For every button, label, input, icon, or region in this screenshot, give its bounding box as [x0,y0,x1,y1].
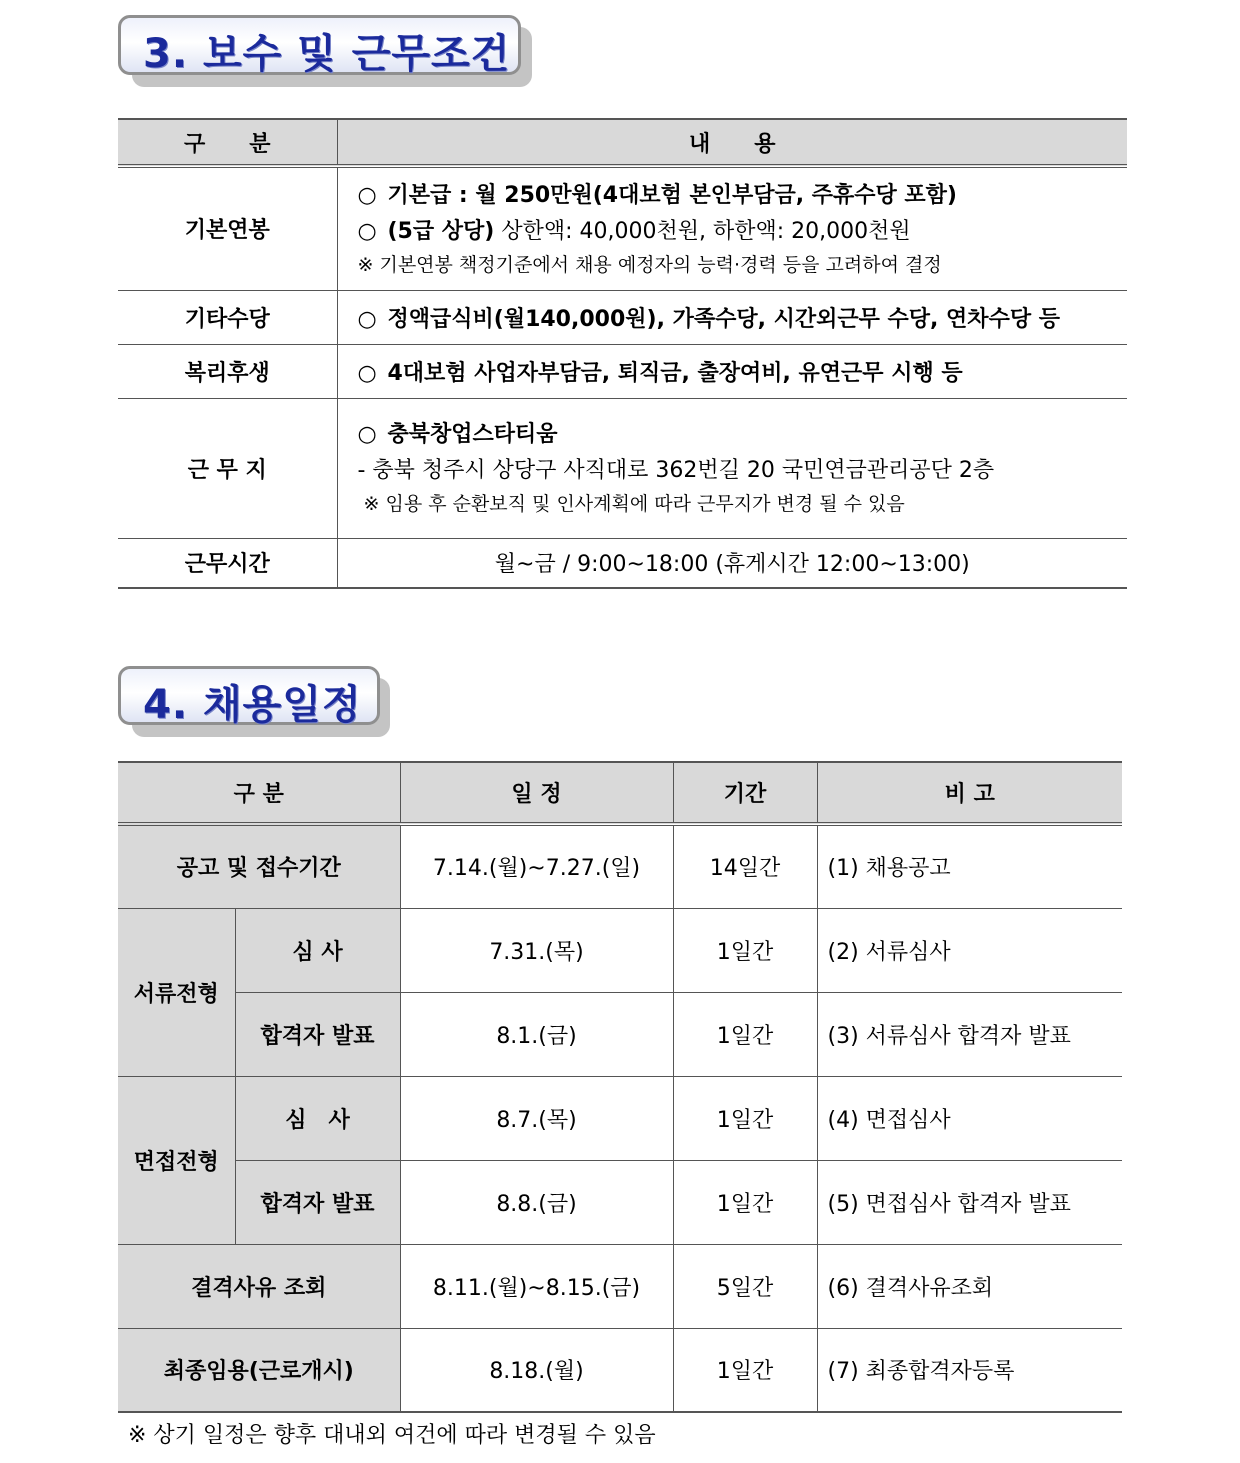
stage-cell: 최종임용(근로개시) [118,1328,400,1412]
salary-label: 기본연봉 [118,166,337,290]
note-cell: (3) 서류심사 합격자 발표 [817,992,1122,1076]
schedule-table [118,761,1122,1413]
stage-cell: 합격자 발표 [235,1160,400,1244]
period-cell: 5일간 [673,1244,817,1328]
table-row [118,1160,1122,1244]
salary-row [118,166,1127,290]
group-cell: 면접전형 [118,1076,235,1244]
conditions-table [118,118,1127,589]
date-cell: 8.11.(월)~8.15.(금) [400,1244,673,1328]
welfare-row: 복리후생 ○ 4대보험 사업자부담금, 퇴직금, 출장여비, 유연근무 시행 등 [118,344,1127,398]
col-header-category: 구 분 [118,119,337,166]
note-cell: (7) 최종합격자등록 [817,1328,1122,1412]
workplace-address: - 충북 청주시 상당구 사직대로 362번길 20 국민연금관리공단 2층 [357,458,995,483]
note-cell: (6) 결격사유조회 [817,1244,1122,1328]
note-cell: (5) 면접심사 합격자 발표 [817,1160,1122,1244]
date-cell: 7.31.(목) [400,908,673,992]
section4-title: 4. 채용일정 [143,682,362,728]
salary-range: 상한액: 40,000천원, 하한액: 20,000천원 [494,218,911,244]
allowance-label: 기타수당 [118,290,337,344]
date-cell: 8.18.(월) [400,1328,673,1412]
salary-content: ○ 기본급 : 월 250만원(4대보험 본인부담금, 주휴수당 포함) ○ (5급 상당) 상한액: 40,000천원, 하한액: 20,000천원 ※ 기본연봉 책정기준에서 채용 예정자의 능력·경력 등을 고려하여 결정 [337,166,1127,290]
table-row [118,908,1122,992]
table-row [118,1244,1122,1328]
welfare-text: 4대보험 사업자부담금, 퇴직금, 출장여비, 유연근무 시행 등 [387,360,963,386]
stage-cell: 합격자 발표 [235,992,400,1076]
date-cell: 7.14.(월)~7.27.(일) [400,824,673,908]
col-header-content: 내 용 [337,119,1127,166]
col-header-note: 비 고 [817,762,1122,824]
stage-cell: 공고 및 접수기간 [118,824,400,908]
hours-row [118,538,1127,588]
salary-note: ※ 기본연봉 책정기준에서 채용 예정자의 능력·경력 등을 고려하여 결정 [357,253,942,276]
salary-line1: 기본급 : 월 250만원(4대보험 본인부담금, 주휴수당 포함) [387,182,957,208]
workplace-row [118,398,1127,538]
note-cell: (4) 면접심사 [817,1076,1122,1160]
hours-text: 월~금 / 9:00~18:00 (휴게시간 12:00~13:00) [337,538,1127,588]
col-header-period: 기간 [673,762,817,824]
schedule-footnote: ※ 상기 일정은 향후 대내외 여건에 따라 변경될 수 있음 [128,1423,656,1448]
table-row [118,992,1122,1076]
period-cell: 14일간 [673,824,817,908]
stage-cell: 결격사유 조회 [118,1244,400,1328]
stage-cell: 심 사 [235,908,400,992]
period-cell: 1일간 [673,1076,817,1160]
col-header-date: 일 정 [400,762,673,824]
note-cell: (2) 서류심사 [817,908,1122,992]
table-row [118,824,1122,908]
allowance-text: 정액급식비(월140,000원), 가족수당, 시간외근무 수당, 연차수당 등 [387,306,1060,332]
group-cell: 서류전형 [118,908,235,1076]
col-header-stage: 구 분 [118,762,400,824]
period-cell: 1일간 [673,1160,817,1244]
salary-grade: (5급 상당) [387,218,495,244]
date-cell: 8.8.(금) [400,1160,673,1244]
period-cell: 1일간 [673,1328,817,1412]
date-cell: 8.7.(목) [400,1076,673,1160]
hours-label: 근무시간 [118,538,337,588]
period-cell: 1일간 [673,992,817,1076]
workplace-content: ○ 충북창업스타티움 - 충북 청주시 상당구 사직대로 362번길 20 국민연금관리공단 2층 ※ 임용 후 순환보직 및 인사계획에 따라 근무지가 변경 될 수 있음 [337,398,1127,538]
note-cell: (1) 채용공고 [817,824,1122,908]
workplace-name: 충북창업스타티움 [387,422,558,447]
table-row [118,1328,1122,1412]
allowance-row: 기타수당 ○ 정액급식비(월140,000원), 가족수당, 시간외근무 수당, 연차수당 등 [118,290,1127,344]
workplace-label: 근 무 지 [118,398,337,538]
schedule-header-row [118,762,1122,824]
table-row [118,1076,1122,1160]
period-cell: 1일간 [673,908,817,992]
section3-title: 3. 보수 및 근무조건 [143,31,511,77]
stage-cell: 심 사 [235,1076,400,1160]
conditions-header-row [118,119,1127,166]
welfare-label: 복리후생 [118,344,337,398]
date-cell: 8.1.(금) [400,992,673,1076]
workplace-note: ※ 임용 후 순환보직 및 인사계획에 따라 근무지가 변경 될 수 있음 [363,493,905,515]
